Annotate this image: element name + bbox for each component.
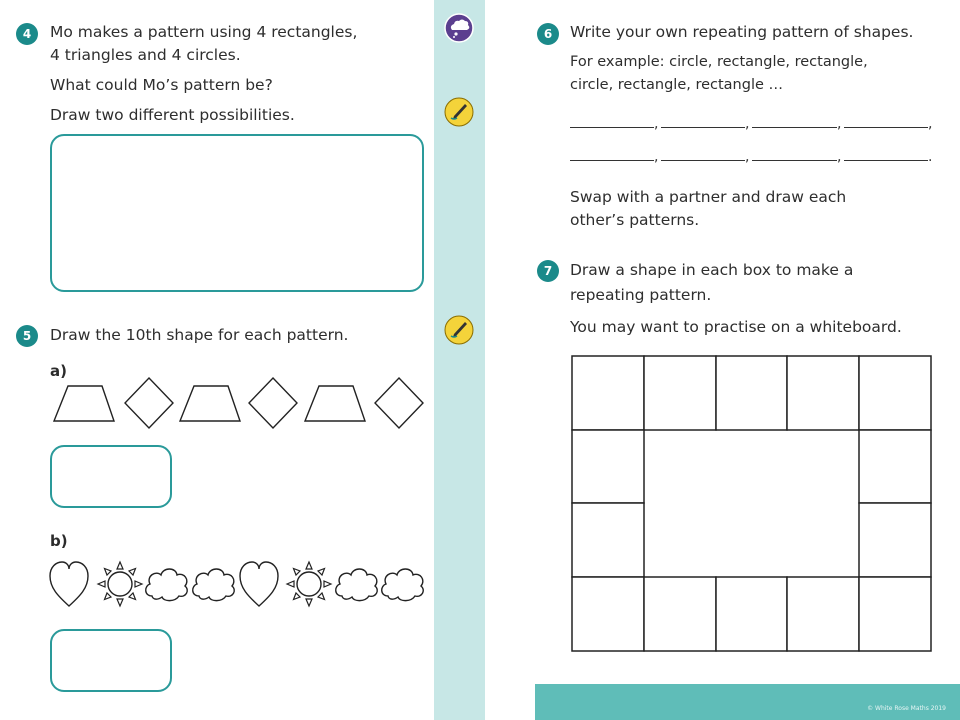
q6-example-line2: circle, rectangle, rectangle … — [570, 77, 784, 93]
heart-icon — [50, 562, 88, 606]
pattern-box — [787, 356, 859, 430]
q5-part-b-label: b) — [50, 532, 68, 550]
q6-swap-line1: Swap with a partner and draw each — [570, 188, 847, 206]
pattern-blank-line[interactable] — [752, 160, 837, 161]
q5-part-a-label: a) — [50, 362, 67, 380]
pattern-blank-line[interactable] — [752, 127, 837, 128]
pattern-box — [644, 577, 716, 651]
separator-period: . — [928, 149, 933, 165]
separator-comma: , — [837, 116, 842, 132]
separator-comma: , — [745, 116, 750, 132]
pattern-blank-line[interactable] — [844, 127, 928, 128]
q4-question: What could Mo’s pattern be? — [50, 76, 273, 94]
q7-note: You may want to practise on a whiteboard. — [570, 318, 902, 336]
q4-text-line2: 4 triangles and 4 circles. — [50, 46, 241, 64]
pattern-b-row — [48, 558, 428, 612]
pattern-blank-line[interactable] — [844, 160, 928, 161]
q5a-answer-box[interactable] — [50, 445, 172, 508]
pattern-box — [572, 577, 644, 651]
pattern-blank-line[interactable] — [570, 160, 654, 161]
q7-text-line2: repeating pattern. — [570, 286, 712, 304]
thinking-cloud-icon — [444, 13, 474, 43]
pattern-box — [572, 503, 644, 577]
separator-comma: , — [745, 149, 750, 165]
q4-instruction: Draw two different possibilities. — [50, 106, 295, 124]
pattern-a-row — [50, 376, 430, 434]
q4-text-line1: Mo makes a pattern using 4 rectangles, — [50, 23, 358, 41]
diamond-icon — [249, 378, 297, 428]
q5-text: Draw the 10th shape for each pattern. — [50, 326, 349, 344]
q4-answer-box[interactable] — [50, 134, 424, 292]
pattern-box — [716, 356, 787, 430]
pattern-box — [787, 577, 859, 651]
trapezium-icon — [180, 386, 240, 421]
q6-text: Write your own repeating pattern of shapes. — [570, 23, 914, 41]
pattern-box — [859, 430, 931, 503]
question-number-badge: 5 — [16, 325, 38, 347]
pattern-box — [572, 356, 644, 430]
pencil-icon — [444, 315, 474, 345]
pattern-box — [716, 577, 787, 651]
question-number-badge: 4 — [16, 23, 38, 45]
copyright-text: © White Rose Maths 2019 — [867, 705, 946, 712]
pattern-box — [859, 503, 931, 577]
separator-comma: , — [654, 116, 659, 132]
separator-comma: , — [654, 149, 659, 165]
pattern-box — [859, 577, 931, 651]
cloud-icon — [382, 569, 424, 601]
pattern-blank-line[interactable] — [661, 160, 745, 161]
pattern-box — [859, 356, 931, 430]
cloud-icon — [193, 569, 235, 601]
sun-icon — [287, 562, 331, 606]
separator-comma: , — [837, 149, 842, 165]
q6-example-line1: For example: circle, rectangle, rectangle, — [570, 54, 868, 70]
q7-text-line1: Draw a shape in each box to make a — [570, 261, 854, 279]
diamond-icon — [125, 378, 173, 428]
separator-comma: , — [928, 116, 933, 132]
diamond-icon — [375, 378, 423, 428]
trapezium-icon — [54, 386, 114, 421]
pattern-box-frame — [571, 355, 933, 653]
cloud-icon — [146, 569, 188, 601]
trapezium-icon — [305, 386, 365, 421]
q6-swap-line2: other’s patterns. — [570, 211, 700, 229]
question-number-badge: 6 — [537, 23, 559, 45]
pattern-blank-line[interactable] — [661, 127, 745, 128]
question-number-badge: 7 — [537, 260, 559, 282]
pattern-box — [644, 356, 716, 430]
sun-icon — [98, 562, 142, 606]
pattern-blank-line[interactable] — [570, 127, 654, 128]
pencil-icon — [444, 97, 474, 127]
heart-icon — [240, 562, 278, 606]
q5b-answer-box[interactable] — [50, 629, 172, 692]
footer-bar — [535, 684, 960, 720]
pattern-box — [572, 430, 644, 503]
cloud-icon — [336, 569, 378, 601]
